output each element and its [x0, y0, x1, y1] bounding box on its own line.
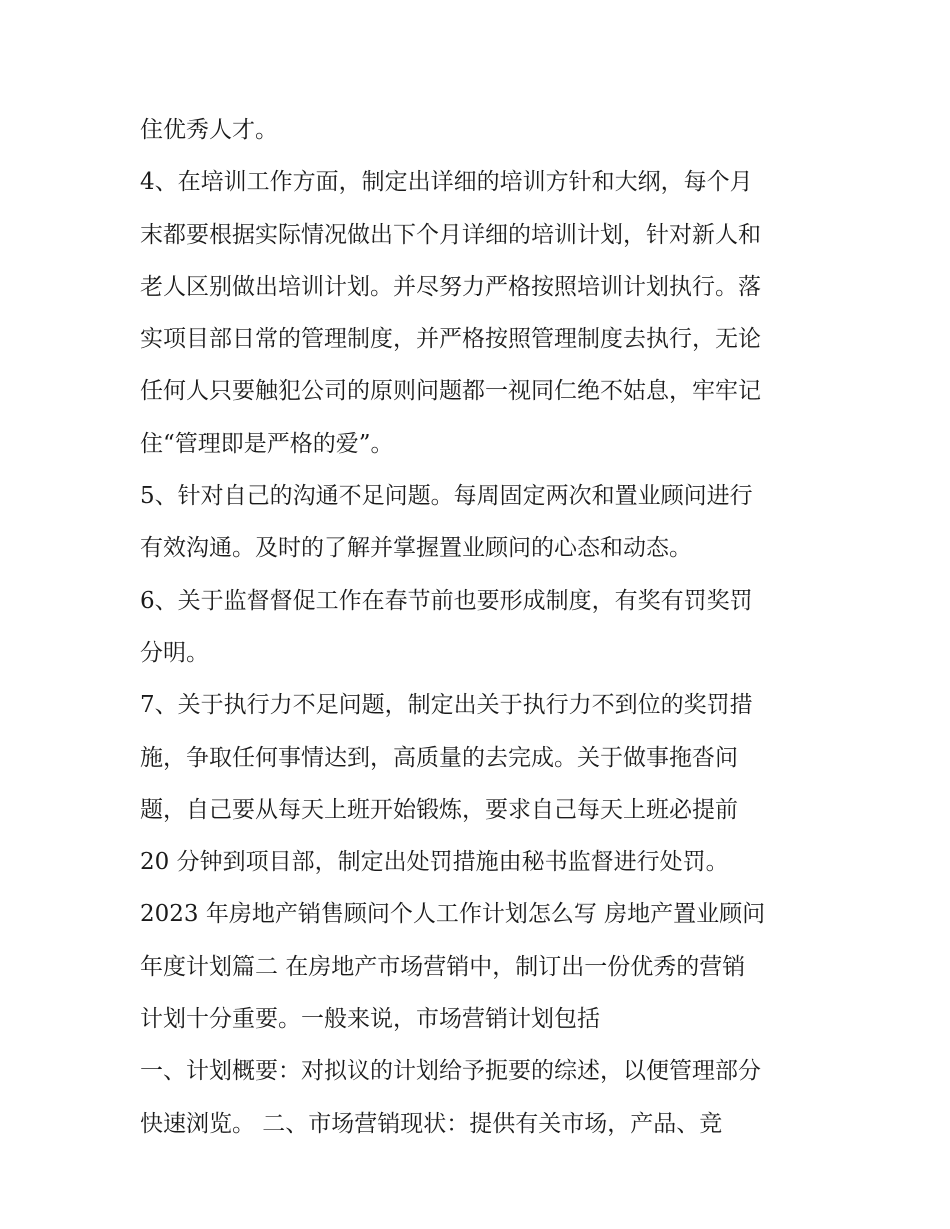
- text-line: 2023 年房地产销售顾问个人工作计划怎么写 房地产置业顾问: [140, 901, 766, 928]
- text-line: 快速浏览。 二、市场营销现状：提供有关市场，产品、竞: [140, 1110, 723, 1137]
- text-line: 7、关于执行力不足问题，制定出关于执行力不到位的奖罚措: [140, 692, 753, 719]
- text-line: 施，争取任何事情达到，高质量的去完成。关于做事拖沓问: [140, 744, 738, 771]
- text-line: 有效沟通。及时的了解并掌握置业顾问的心态和动态。: [140, 535, 692, 562]
- text-line: 一、计划概要：对拟议的计划给予扼要的综述，以便管理部分: [140, 1058, 761, 1085]
- body-text: [140, 104, 820, 1150]
- text-line: 住优秀人才。: [140, 117, 278, 143]
- text-line: 5、针对自己的沟通不足问题。每周固定两次和置业顾问进行: [140, 483, 753, 510]
- text-line: 实项目部日常的管理制度，并严格按照管理制度去执行，无论: [140, 326, 761, 353]
- text-line: 住“管理即是严格的爱”。: [140, 430, 394, 457]
- text-line: 20 分钟到项目部，制定出处罚措施由秘书监督进行处罚。: [140, 849, 729, 876]
- text-line: 题，自己要从每天上班开始锻炼，要求自己每天上班必提前: [140, 796, 738, 823]
- text-line: 末都要根据实际情况做出下个月详细的培训计划，针对新人和: [140, 221, 761, 248]
- text-line: 计划十分重要。一般来说，市场营销计划包括: [140, 1006, 600, 1033]
- text-line: 任何人只要触犯公司的原则问题都一视同仁绝不姑息，牢牢记: [140, 378, 761, 405]
- text-line: 年度计划篇二 在房地产市场营销中，制订出一份优秀的营销: [140, 953, 746, 980]
- text-line: 老人区别做出培训计划。并尽努力严格按照培训计划执行。落: [140, 273, 761, 300]
- text-line: 6、关于监督督促工作在春节前也要形成制度，有奖有罚奖罚: [140, 587, 753, 614]
- text-line: 4、在培训工作方面，制定出详细的培训方针和大纲，每个月: [140, 169, 753, 196]
- text-line: 分明。: [140, 639, 209, 666]
